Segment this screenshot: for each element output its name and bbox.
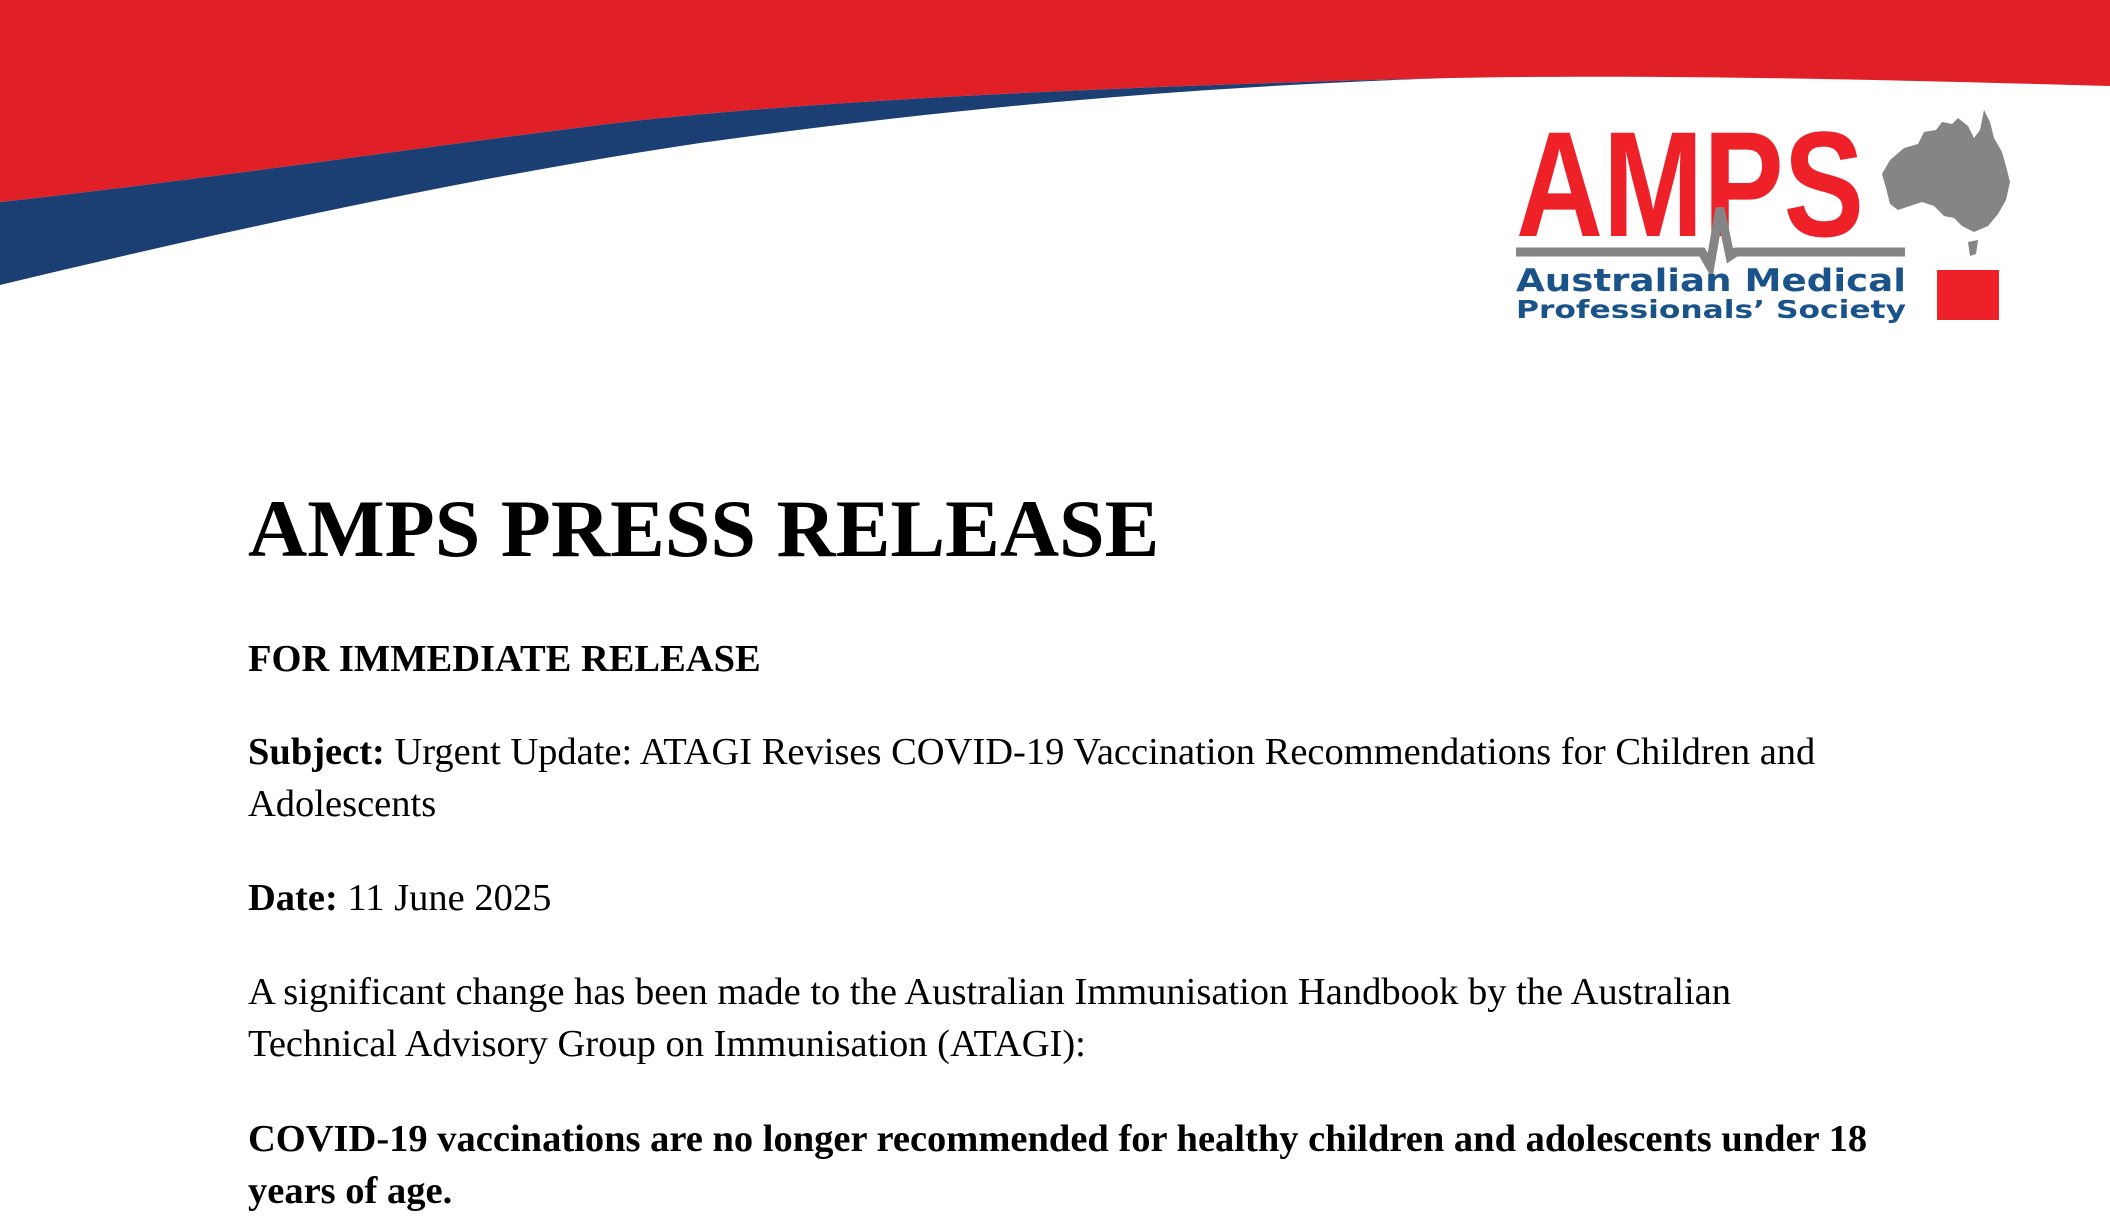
page-title: AMPS PRESS RELEASE — [248, 483, 1160, 574]
release-label: FOR IMMEDIATE RELEASE — [248, 638, 761, 680]
date-label: Date: — [248, 877, 338, 919]
subject-line — [248, 726, 1868, 830]
highlight-paragraph: COVID-19 vaccinations are no longer recommended for healthy children and adolescents under 18 years of age. — [248, 1118, 1868, 1212]
date-value: 11 June 2025 — [337, 877, 552, 919]
date-line — [248, 872, 1868, 924]
subject-value: Urgent Update: ATAGI Revises COVID-19 Vaccination Recommendations for Children and Adolescents — [248, 731, 1816, 825]
logo-line2: Professionals’ Society — [1516, 295, 1906, 323]
intro-paragraph: A significant change has been made to the Australian Immunisation Handbook by the Australian Technical Advisory Group on Immunisation (ATAGI): — [248, 971, 1731, 1065]
logo-line1: Australian Medical — [1516, 263, 1906, 299]
tasmania-icon — [1968, 240, 1978, 256]
logo-wordmark: AMPS — [1516, 108, 1864, 268]
australia-map-icon — [1882, 110, 2010, 232]
subject-label: Subject: — [248, 731, 385, 773]
logo-red-block — [1937, 270, 1999, 320]
amps-logo — [1512, 108, 2012, 323]
